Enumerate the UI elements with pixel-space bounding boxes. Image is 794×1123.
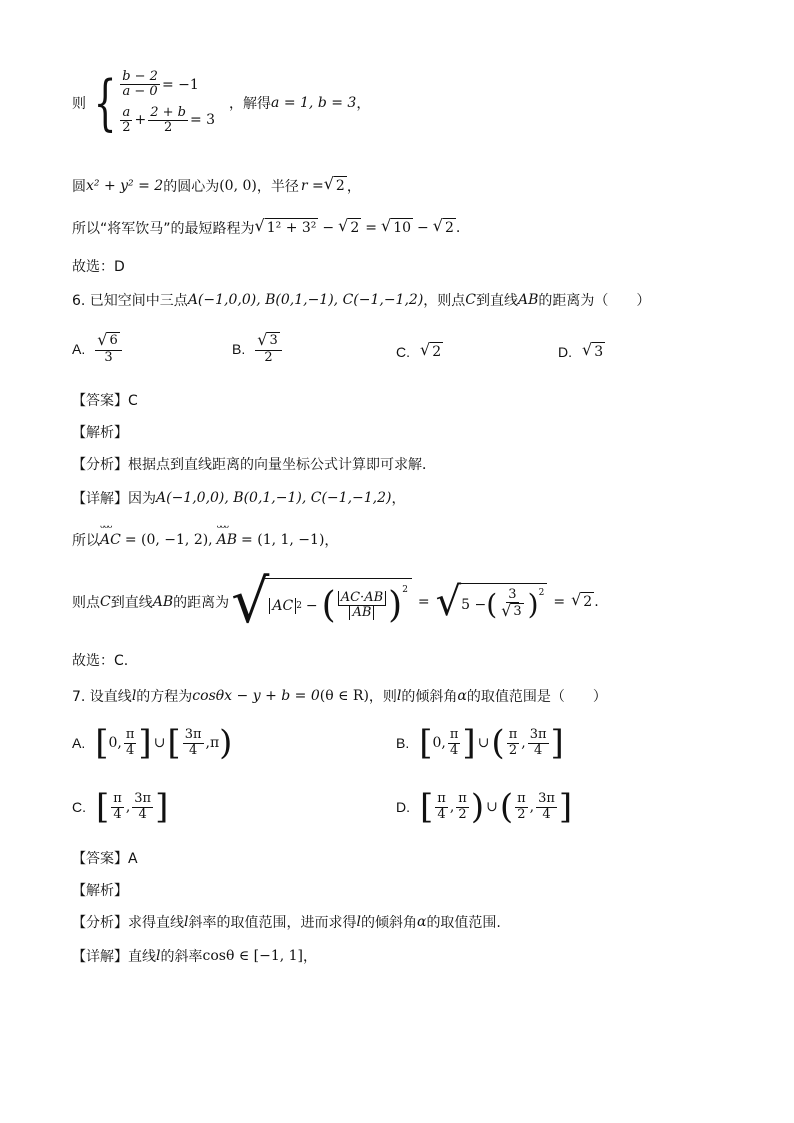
exponent: 2 [296,600,302,611]
question-6-stem [72,290,650,310]
sqrt-symbol: √ 2 [432,216,454,237]
q7-option-c[interactable]: C. [ $\frac{\pi}{4}$ , $\frac{3\pi}{4}$ ] [72,787,169,827]
vector-label: AB [364,589,384,605]
sqrt-body: 6 [109,333,118,348]
q6-detail-1 [72,488,405,508]
sqrt-body: 3 [594,344,604,360]
vector-ab: ᴗᴗᴗ AB [216,521,238,548]
sqrt-body: 3 [513,604,522,620]
equation-system [86,67,216,138]
sqrt-body: 1² + 3² [266,220,317,237]
sqrt-symbol: √ 1² + 3² [254,216,317,237]
line-l: l [396,688,402,704]
text: 所以“将军饮马”的最短路程为 [72,221,255,237]
line-l: l [131,688,137,704]
text: 的方程为 [136,689,193,705]
plus-sign: + [134,112,147,129]
sqrt-symbol: √ 2 [323,174,345,195]
shortest-path-line [72,218,460,238]
q7-fenxi [72,912,501,932]
text: ， [324,533,339,549]
fraction-denominator: 2 [163,119,173,135]
solve-text: ，解得 [229,95,272,112]
vector-label: AC [340,589,361,605]
vector-ac: ᴗᴗᴗ AC [100,521,121,548]
detail-tag: 【详解】 [72,949,128,965]
fraction-numerator: a [122,104,131,120]
detail-tag: 【详解】 [72,491,128,507]
sqrt-symbol: √ 10 [380,216,412,237]
choice-line-5: 故选：D [72,259,125,275]
q7-option-a[interactable]: A. [ 0 , $\frac{\pi}{4}$ ] ∪ [ $\frac{3\pi}{4}$ , π ) [72,723,233,763]
period: . [594,594,599,610]
q7-detail [72,946,317,966]
fraction-numerator: 2 + b [150,104,186,120]
text: 因为 [128,491,156,507]
points: A(−1,0,0), B(0,1,−1), C(−1,−1,2) [156,490,392,506]
big-sqrt-body: AC 2 − ( $\frac{AC\cdot AB}{AB}$ ) $^2$ [265,578,412,626]
circle-equation: x² + y² = 2 [86,178,164,194]
text: 求得直线 [128,915,184,931]
text: ，则 [368,689,397,705]
exponent: 2 [402,585,408,595]
text: 到直线 [476,293,519,309]
period: . [455,220,461,236]
fraction-denominator: 3 [104,349,113,365]
vector-label: AC [272,597,294,614]
text: ，则点 [423,293,466,309]
exponent: 2 [538,587,545,598]
q6-fenxi [72,454,436,474]
q6-option-c[interactable]: C. √ 2 [396,340,442,360]
radius-label: r = [300,178,324,194]
text: 斜率的取值范围，进而求得 [188,915,357,931]
minus-sign: − [322,220,335,236]
sqrt-symbol: √ 2 [338,216,360,237]
q7-option-d[interactable]: D. [ $\frac{\pi}{4}$ , $\frac{\pi}{2}$ ) ∪ ( $\frac{\pi}{2}$ , $\frac{3\pi}{4}$ ] [396,787,573,827]
sqrt-body: 5 − ( 3 √ 3 ) $^2$ [458,583,547,621]
text: ， [303,949,317,965]
line-l: l [184,914,189,930]
option-label: B. [232,340,246,357]
q7-answer: 【答案】A [72,851,138,867]
equals-sign: = [365,220,377,236]
q6-distance-line: 则点 C 到直线 AB 的距离为 √ AC 2 − ( $\frac{AC\cdot AB}{AB}$ ) $^2$ = √ 5 − ( 3 √ 3 ) $^2$ = √ 2 . [72,567,599,637]
alpha: α [416,914,427,930]
q6-choice: 故选：C. [72,653,129,669]
line-ab: AB [518,292,539,308]
text: 7. 设直线 [72,689,132,705]
equals-sign: = [553,594,566,610]
abs-ac [269,598,296,614]
fraction-denominator: a − 0 [122,84,158,100]
fraction-numerator: 3 [508,586,517,602]
q6-vectors-line [72,521,339,550]
text: 则点 [72,595,100,611]
option-label: B. [396,735,410,751]
points: A(−1,0,0), B(0,1,−1), C(−1,−1,2) [187,292,424,308]
q6-option-d[interactable]: D. √ 3 [558,340,604,360]
question-7-stem [72,686,607,706]
option-label: A. [72,735,86,751]
text: 的距离为 [173,595,230,611]
text: 直线 [128,949,156,965]
solve-result: a = 1, b = 3 [271,94,357,111]
option-label: A. [72,340,86,357]
equation-system-line [72,67,371,138]
circle-line [72,176,361,196]
row2-rhs: = 3 [189,112,216,129]
left-brace: { [93,67,117,138]
q7-option-b[interactable]: B. [ 0 , $\frac{\pi}{4}$ ] ∪ ( $\frac{\pi}{2}$ , $\frac{3\pi}{4}$ ] [396,723,564,763]
text: 的距离为（ ） [538,293,651,309]
q6-answer: 【答案】C [72,393,138,409]
text: 的倾斜角 [360,915,417,931]
text: 的圆心为 [163,179,220,195]
condition: (θ ∈ R) [319,688,369,704]
point-c: C [465,292,477,308]
circle-center: (0, 0) [219,178,257,194]
slope-range: cosθ ∈ [−1, 1] [202,948,303,964]
option-label: D. [558,343,572,360]
line-ab: AB [152,594,174,610]
q7-analysis-heading: 【解析】 [72,883,128,899]
five-minus: 5 − [461,596,487,613]
line-equation: cosθx − y + b = 0 [192,688,320,704]
row1-rhs: = −1 [161,76,199,93]
alpha: α [457,688,467,704]
vector-label: AB [216,532,238,548]
fraction-denominator: 2 [122,119,131,135]
fraction-numerator: b − 2 [122,69,158,84]
text: 6. 已知空间中三点 [72,293,188,309]
text: 所以 [72,533,100,549]
big-sqrt-symbol: √ [231,567,270,637]
fenxi-text: 根据点到直线距离的向量坐标公式计算即可求解． [128,457,436,473]
line-l: l [156,948,161,964]
sqrt-body: 2 [583,594,593,611]
minus-sign: − [417,220,429,236]
option-label: C. [396,343,410,360]
system-row-1 [118,70,215,100]
ze-text: 则 [72,95,86,112]
fenxi-tag: 【分析】 [72,915,128,931]
q6-option-a[interactable]: A. √ 6 3 [72,332,124,365]
vector-ab-value: = (1, 1, −1) [241,532,325,548]
fraction-denominator: 2 [264,349,273,365]
text: 的斜率 [160,949,203,965]
text: 的倾斜角 [401,689,458,705]
vector-ac-value: = (0, −1, 2), [124,532,213,548]
sqrt-body: 2 [432,344,442,360]
sqrt-body: 2 [444,220,454,237]
equals-sign: = [417,594,430,610]
dot: · [360,589,365,605]
vector-label: AB [352,605,372,620]
text: ， [346,179,361,195]
line-l: l [356,914,361,930]
fenxi-tag: 【分析】 [72,457,128,473]
text: 圆 [72,179,86,195]
sqrt-body: 2 [350,220,360,237]
point-c: C [100,594,111,610]
sqrt-body: 10 [393,220,412,237]
q6-analysis-heading: 【解析】 [72,425,128,441]
text: ， [391,491,406,507]
sqrt-body: 2 [335,178,345,195]
text: 的取值范围是（ ） [466,689,607,705]
system-row-2 [118,106,215,136]
option-label: C. [72,799,86,815]
q6-option-b[interactable]: B. √ 3 2 [232,332,284,365]
vector-label: AC [100,532,121,548]
option-label: D. [396,799,410,815]
sqrt-body: 3 [269,333,278,348]
tail: ， [356,95,371,112]
text: ，半径 [256,179,299,195]
text: 到直线 [110,595,153,611]
text: 的取值范围. [426,915,501,931]
